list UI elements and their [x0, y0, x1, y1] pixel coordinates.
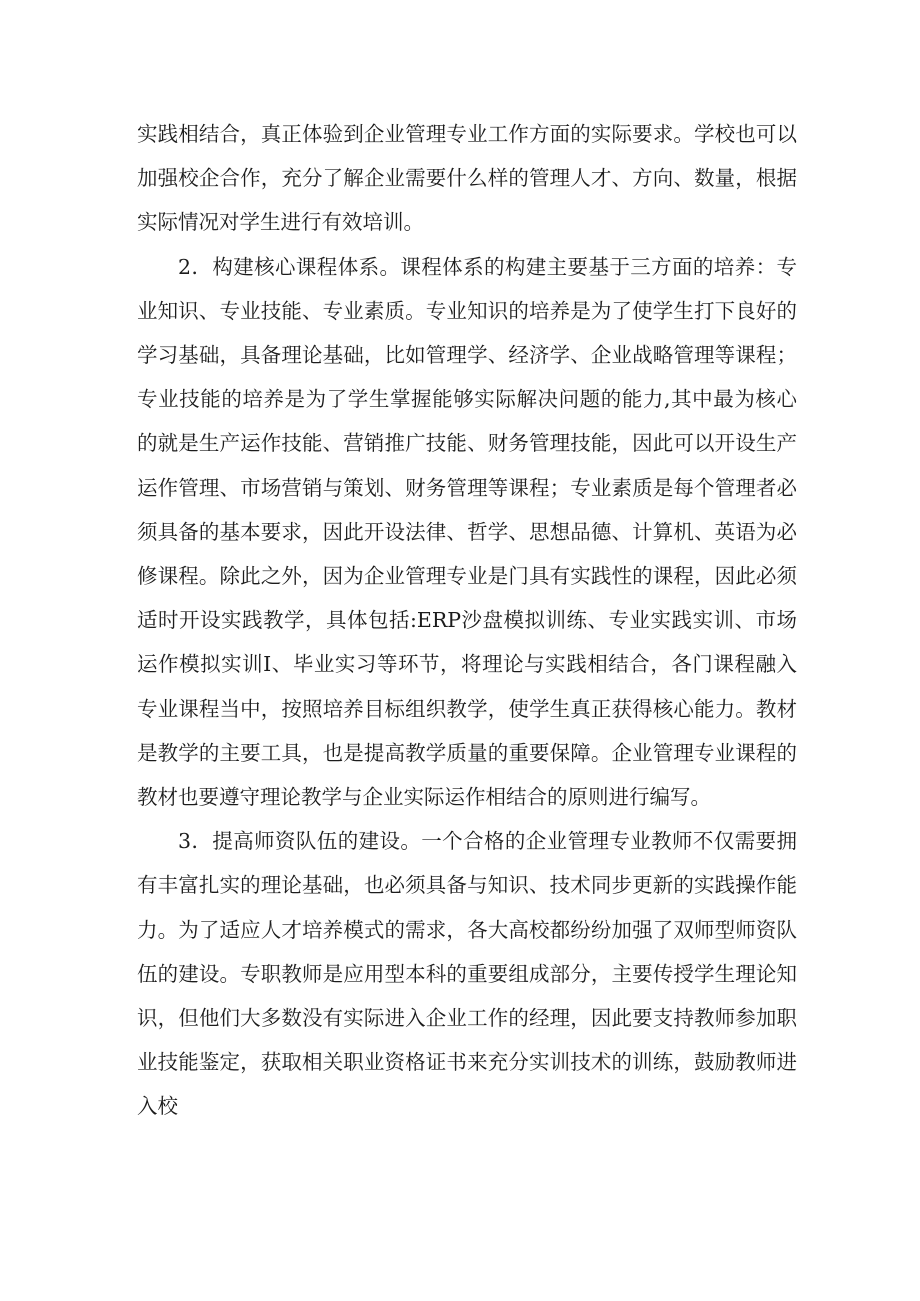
document-body [137, 112, 797, 1129]
paragraph-faculty-building: 3．提高师资队伍的建设。一个合格的企业管理专业教师不仅需要拥有丰富扎实的理论基础，也必须具备与知识、技术同步更新的实践操作能力。为了适应人才培养模式的需求，各大高校都纷纷加强了双师型师资队伍的建设。专职教师是应用型本科的重要组成部分，主要传授学生理论知识，但他们大多数没有实际进入企业工作的经理，因此要支持教师参加职业技能鉴定，获取相关职业资格证书来充分实训技术的训练，鼓励教师进入校 [137, 829, 797, 1119]
paragraph-continuation: 实践相结合，真正体验到企业管理专业工作方面的实际要求。学校也可以加强校企合作，充分了解企业需要什么样的管理人才、方向、数量，根据实际情况对学生进行有效培训。 [137, 122, 797, 235]
paragraph-core-curriculum: 2．构建核心课程体系。课程体系的构建主要基于三方面的培养：专业知识、专业技能、专业素质。专业知识的培养是为了使学生打下良好的学习基础，具备理论基础，比如管理学、经济学、企业战略管理等课程；专业技能的培养是为了学生掌握能够实际解决问题的能力,其中最为核心的就是生产运作技能、营销推广技能、财务管理技能，因此可以开设生产运作管理、市场营销与策划、财务管理等课程；专业素质是每个管理者必须具备的基本要求，因此开设法律、哲学、思想品德、计算机、英语为必修课程。除此之外，因为企业管理专业是门具有实践性的课程，因此必须适时开设实践教学，具体包括:ERP沙盘模拟训练、专业实践实训、市场运作模拟实训I、毕业实习等环节，将理论与实践相结合，各门课程融入专业课程当中，按照培养目标组织教学，使学生真正获得核心能力。教材是教学的主要工具，也是提高教学质量的重要保障。企业管理专业课程的教材也要遵守理论教学与企业实际运作相结合的原则进行编写。 [137, 254, 797, 810]
